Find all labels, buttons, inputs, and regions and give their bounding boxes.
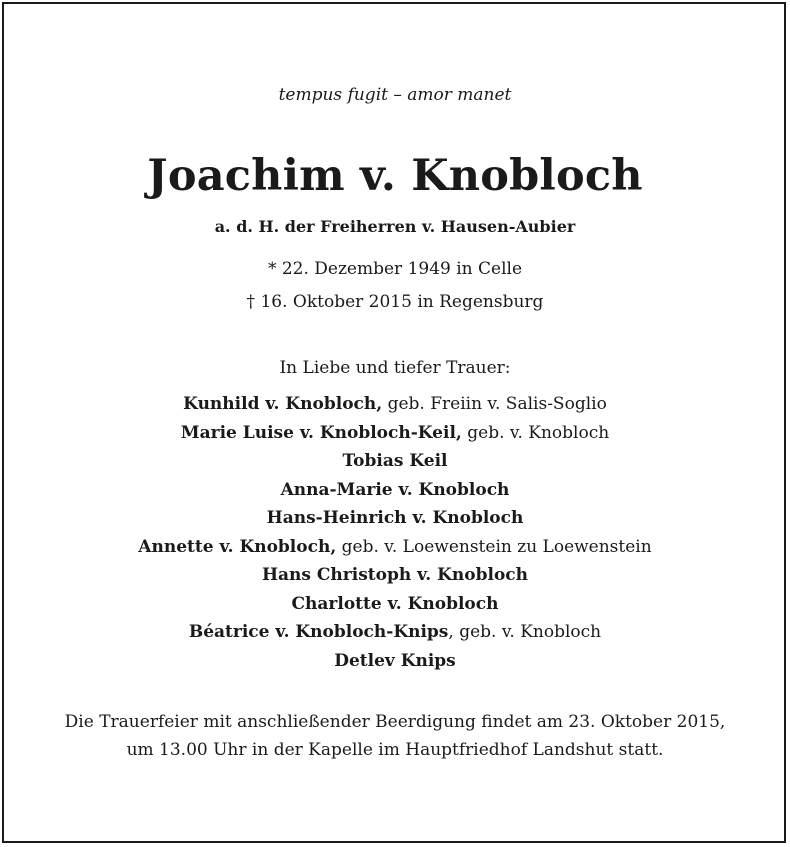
mourner-name: Hans Christoph v. Knobloch [261, 565, 529, 585]
mourner-name: Kunhild v. Knobloch, [183, 394, 383, 414]
funeral-details [0, 708, 790, 764]
mourner-item [0, 647, 790, 676]
mourner-name: Marie Luise v. Knobloch-Keil, [180, 422, 462, 443]
mourner-name: Charlotte v. Knobloch [291, 593, 499, 614]
mourner-extra: geb. v. Knobloch [461, 422, 610, 443]
mourner-item [0, 504, 790, 533]
birth-date: * 22. Dezember 1949 in Celle [267, 259, 523, 279]
mourner-name: Béatrice v. Knobloch-Knips [188, 622, 449, 642]
mourner-extra: , geb. v. Knobloch [448, 622, 602, 642]
motto: tempus fugit – amor manet [278, 85, 512, 105]
mourner-name: Annette v. Knobloch, [138, 536, 337, 557]
mourner-item [0, 476, 790, 505]
mourner-name: Tobias Keil [342, 451, 448, 471]
mourner-item [0, 590, 790, 619]
mourner-item [0, 390, 790, 419]
death-date: † 16. Oktober 2015 in Regensburg [246, 292, 544, 312]
mourner-name: Detlev Knips [334, 650, 456, 671]
mourner-item [0, 533, 790, 562]
funeral-line: Die Trauerfeier mit anschließender Beerdigung findet am 23. Oktober 2015, [64, 712, 726, 732]
lineage-line: a. d. H. der Freiherren v. Hausen-Aubier [214, 217, 576, 236]
mourning-intro: In Liebe und tiefer Trauer: [279, 358, 511, 378]
mourner-item [0, 419, 790, 448]
mourner-name: Anna-Marie v. Knobloch [280, 479, 510, 500]
mourner-name: Hans-Heinrich v. Knobloch [266, 508, 524, 528]
mourner-item [0, 618, 790, 647]
mourner-item [0, 447, 790, 476]
mourner-item [0, 561, 790, 590]
mourner-extra: geb. Freiin v. Salis-Soglio [382, 394, 607, 414]
deceased-name: Joachim v. Knobloch [147, 151, 643, 201]
mourners-list [0, 390, 790, 675]
funeral-line: um 13.00 Uhr in der Kapelle im Hauptfriedhof Landshut statt. [126, 740, 664, 760]
mourner-extra: geb. v. Loewenstein zu Loewenstein [336, 536, 652, 557]
